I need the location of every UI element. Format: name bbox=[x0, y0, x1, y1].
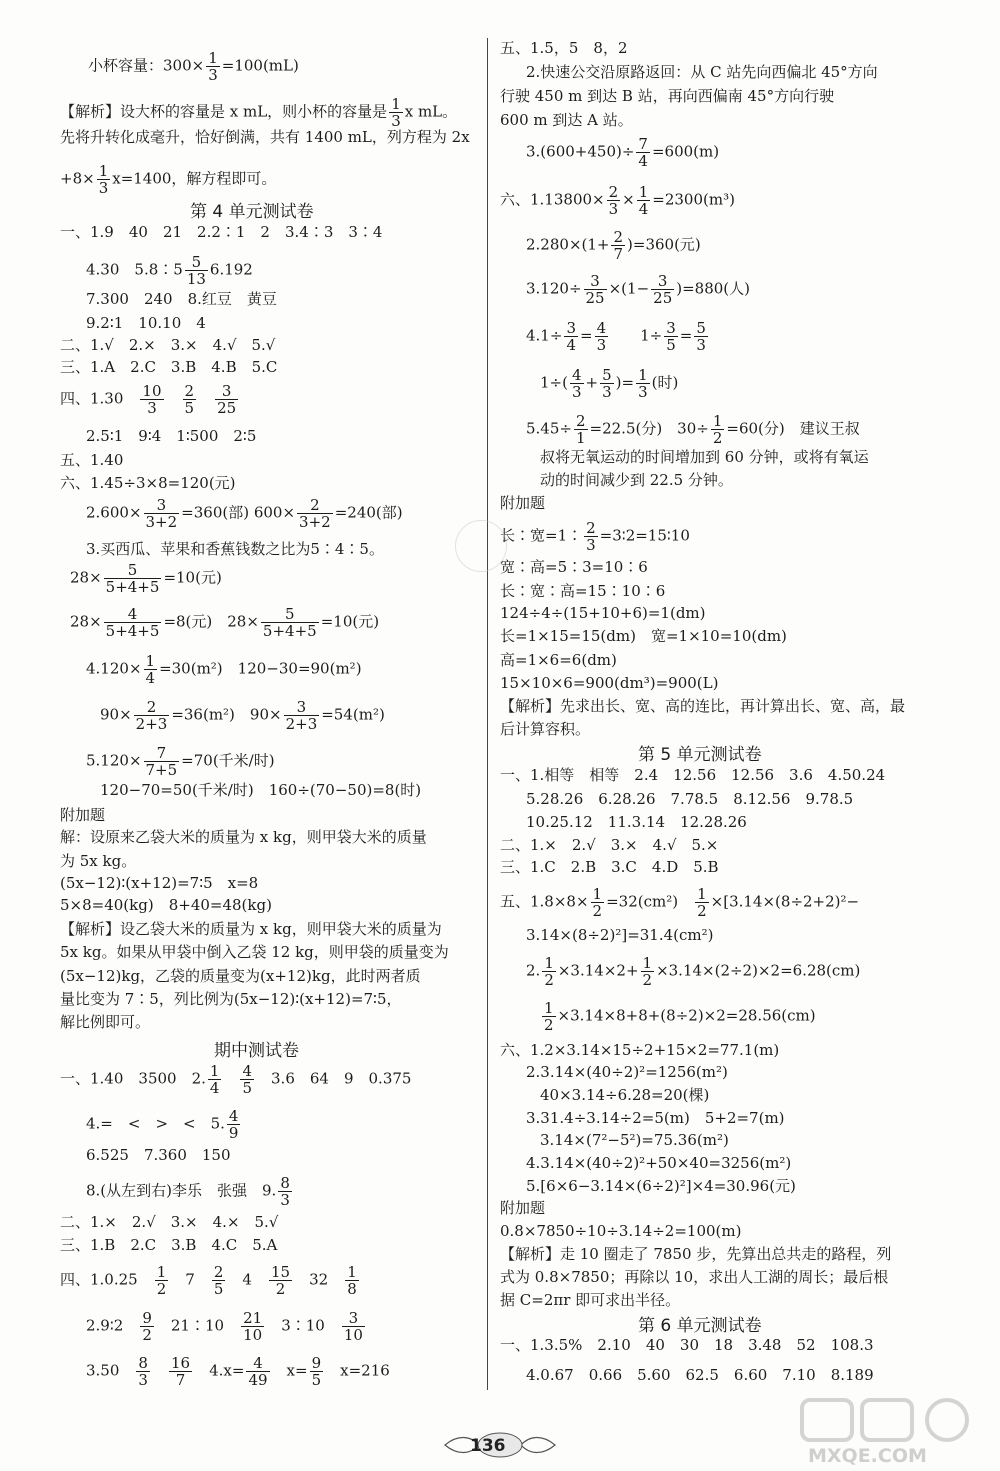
answer-line: 5×8=40(kg) 8+40=48(kg) bbox=[60, 896, 272, 914]
answer-line: $\frac{1}{2}$ ×3.14×8+8+(8÷2)×2=28.56(cm) bbox=[544, 999, 816, 1034]
answer-line: 三、1.B 2.C 3.B 4.C 5.A bbox=[60, 1236, 278, 1254]
answer-line: 二、1.√ 2.× 3.× 4.√ 5.√ bbox=[60, 336, 276, 354]
answer-line: 5.120× $\frac{7}{7+5}$ =70(千米/时) bbox=[86, 744, 275, 779]
answer-line: 动的时间减少到 22.5 分钟。 bbox=[540, 471, 733, 489]
answer-line: 28× $\frac{5}{5+4+5}$ =10(元) bbox=[70, 561, 222, 596]
answer-line: 解：设原来乙袋大米的质量为 x kg，则甲袋大米的质量 bbox=[60, 828, 427, 846]
watermark-text: MXQE.COM bbox=[808, 1445, 927, 1467]
answer-line: 3.50 $\frac{8}{3}$ $\frac{16}{7}$ 4.x= $\frac{4}{49}$ x= $\frac{9}{5}$ x=216 bbox=[86, 1354, 390, 1389]
answer-line: 五、1.8×8× $\frac{1}{2}$ =32(cm²) $\frac{1}{2}$ ×[3.14×(8÷2+2)²− bbox=[500, 885, 860, 920]
page-number: 136 bbox=[470, 1436, 506, 1456]
answer-line: 5.28.26 6.28.26 7.78.5 8.12.56 9.78.5 bbox=[526, 790, 854, 808]
answer-line: 六、1.45÷3×8=120(元) bbox=[60, 474, 236, 492]
answer-line: 为 5x kg。 bbox=[60, 852, 137, 870]
midterm-title: 期中测试卷 bbox=[214, 1041, 299, 1061]
answer-line: 9.2∶1 10.10 4 bbox=[86, 314, 206, 332]
answer-line: 4.0.67 0.66 5.60 62.5 6.60 7.10 8.189 bbox=[526, 1366, 874, 1384]
answer-line: 8.(从左到右)李乐 张强 9. $\frac{8}{3}$ bbox=[86, 1174, 290, 1209]
answer-line: 叔将无氧运动的时间增加到 60 分钟，或将有氧运 bbox=[540, 448, 869, 466]
answer-line: 120−70=50(千米/时) 160÷(70−50)=8(时) bbox=[100, 781, 422, 799]
answer-line: 五、1.5，5 8，2 bbox=[500, 39, 628, 57]
stamp-icon bbox=[455, 520, 507, 572]
answer-line: 3.(600+450)÷ $\frac{7}{4}$ =600(m) bbox=[526, 135, 720, 170]
answer-line: 15×10×6=900(dm³)=900(L) bbox=[500, 674, 719, 692]
answer-line: 1÷( $\frac{4}{3}$ + $\frac{5}{3}$ )= $\frac{1}{3}$ (时) bbox=[540, 366, 679, 401]
answer-line: 长=1×15=15(dm) 宽=1×10=10(dm) bbox=[500, 627, 787, 645]
answer-line: 3.120÷ $\frac{3}{25}$ ×(1− $\frac{3}{25}$ )=880(人) bbox=[526, 272, 751, 307]
answer-line: 90× $\frac{2}{2+3}$ =36(m²) 90× $\frac{3}{2+3}$ =54(m²) bbox=[100, 698, 385, 733]
answer-line: 4.3.14×(40÷2)²+50×40=3256(m²) bbox=[526, 1154, 792, 1172]
analysis-line: 后计算容积。 bbox=[500, 720, 591, 738]
analysis-line: 【解析】设乙袋大米的质量为 x kg，则甲袋大米的质量为 bbox=[60, 920, 442, 938]
answer-line: 4.1÷ $\frac{3}{4}$ = $\frac{4}{3}$ 1÷ $\frac{3}{5}$ = $\frac{5}{3}$ bbox=[526, 319, 706, 354]
analysis-line: 5x kg。如果从甲袋中倒入乙袋 12 kg，则甲袋的质量变为 bbox=[60, 943, 449, 961]
answer-line: 行驶 450 m 到达 B 站，再向西偏南 45°方向行驶 bbox=[500, 87, 835, 105]
answer-line: 2.5∶1 9∶4 1∶500 2∶5 bbox=[86, 427, 257, 445]
analysis-line: 量比变为 7∶5，列比例为(5x−12)∶(x+12)=7∶5， bbox=[60, 990, 402, 1008]
answer-line: 6.525 7.360 150 bbox=[86, 1146, 231, 1164]
answer-line: 3.14×(7²−5²)=75.36(m²) bbox=[540, 1131, 729, 1149]
answer-line: 40×3.14÷6.28=20(棵) bbox=[540, 1086, 710, 1104]
answer-line: 高=1×6=6(dm) bbox=[500, 651, 617, 669]
column-divider bbox=[487, 38, 488, 1390]
unit-5-title: 第 5 单元测试卷 bbox=[638, 745, 762, 765]
answer-line: 4.30 5.8∶5 $\frac{5}{13}$ 6.192 bbox=[86, 253, 253, 288]
answer-line: 三、1.C 2.B 3.C 4.D 5.B bbox=[500, 858, 719, 876]
answer-line: 2.600× $\frac{3}{3+2}$ =360(部) 600× $\frac{2}{3+2}$ =240(部) bbox=[86, 496, 403, 531]
answer-line: 0.8×7850÷10÷3.14÷2=100(m) bbox=[500, 1222, 742, 1240]
answer-line: 5.45÷ $\frac{2}{1}$ =22.5(分) 30÷ $\frac{1}{2}$ =60(分) 建议王叔 bbox=[526, 412, 860, 447]
analysis-line: 【解析】先求出长、宽、高的连比，再计算出长、宽、高，最 bbox=[500, 697, 906, 715]
bonus-heading: 附加题 bbox=[500, 494, 546, 512]
answer-line: 二、1.× 2.√ 3.× 4.√ 5.× bbox=[500, 836, 719, 854]
answer-line: 长∶宽=1∶ $\frac{2}{3}$ =3∶2=15∶10 bbox=[500, 519, 690, 554]
answer-line: 4.120× $\frac{1}{4}$ =30(m²) 120−30=90(m²) bbox=[86, 652, 362, 687]
answer-line: 长∶宽∶高=15∶10∶6 bbox=[500, 582, 666, 600]
answer-line: 三、1.A 2.C 3.B 4.B 5.C bbox=[60, 358, 278, 376]
answer-line: 3.14×(8÷2)²]=31.4(cm²) bbox=[526, 926, 714, 944]
analysis-line: 式为 0.8×7850；再除以 10，求出人工湖的周长；最后根 bbox=[500, 1268, 889, 1286]
analysis-line: 先将升转化成毫升，恰好倒满，共有 1400 mL，列方程为 2x bbox=[60, 128, 470, 146]
answer-line: 2.3.14×(40÷2)²=1256(m²) bbox=[526, 1063, 728, 1081]
unit-4-title: 第 4 单元测试卷 bbox=[190, 202, 314, 222]
answer-line: 宽∶高=5∶3=10∶6 bbox=[500, 558, 648, 576]
answer-line: 一、1.3.5% 2.10 40 30 18 3.48 52 108.3 bbox=[500, 1336, 874, 1354]
answer-line: 3.31.4÷3.14÷2=5(m) 5+2=7(m) bbox=[526, 1109, 785, 1127]
answer-line: 四、1.0.25 $\frac{1}{2}$ 7 $\frac{2}{5}$ 4 $\frac{15}{2}$ 32 $\frac{1}{8}$ bbox=[60, 1263, 357, 1298]
answer-line: 7.300 240 8.红豆 黄豆 bbox=[86, 290, 277, 308]
answer-line: 3.买西瓜、苹果和香蕉钱数之比为5∶4∶5。 bbox=[86, 540, 384, 558]
answer-line: 10.25.12 11.3.14 12.28.26 bbox=[526, 813, 747, 831]
answer-line: 五、1.40 bbox=[60, 451, 124, 469]
analysis-line: 据 C=2πr 即可求出半径。 bbox=[500, 1291, 681, 1309]
answer-line: 二、1.× 2.√ 3.× 4.× 5.√ bbox=[60, 1213, 279, 1231]
answer-line: 4.= < > < 5. $\frac{4}{9}$ bbox=[86, 1107, 239, 1142]
answer-line: 28× $\frac{4}{5+4+5}$ =8(元) 28× $\frac{5}{5+4+5}$ =10(元) bbox=[70, 605, 380, 640]
analysis-line: (5x−12)kg，乙袋的质量变为(x+12)kg，此时两者质 bbox=[60, 967, 421, 985]
bonus-heading: 附加题 bbox=[60, 806, 106, 824]
bonus-heading: 附加题 bbox=[500, 1199, 546, 1217]
unit-6-title: 第 6 单元测试卷 bbox=[638, 1316, 762, 1336]
answer-line: 124÷4÷(15+10+6)=1(dm) bbox=[500, 604, 706, 622]
answer-line: 小杯容量：300× $\frac{1}{3}$ =100(mL) bbox=[88, 49, 299, 84]
answer-line: 一、1.9 40 21 2.2∶1 2 3.4∶3 3∶4 bbox=[60, 223, 383, 241]
analysis-line: 解比例即可。 bbox=[60, 1013, 151, 1031]
answer-line: 2.快速公交沿原路返回：从 C 站先向西偏北 45°方向 bbox=[526, 63, 878, 81]
answer-line: 2.280×(1+ $\frac{2}{7}$ )=360(元) bbox=[526, 228, 701, 263]
analysis-line: +8× $\frac{1}{3}$ x=1400，解方程即可。 bbox=[60, 162, 277, 197]
answer-line: 2.9∶2 $\frac{9}{2}$ 21∶10 $\frac{21}{10}$ 3∶10 $\frac{3}{10}$ bbox=[86, 1309, 363, 1344]
answer-line: 一、1.相等 相等 2.4 12.56 12.56 3.6 4.50.24 bbox=[500, 766, 886, 784]
answer-line: 600 m 到达 A 站。 bbox=[500, 111, 633, 129]
analysis-line: 【解析】设大杯的容量是 x mL，则小杯的容量是 $\frac{1}{3}$ x mL。 bbox=[60, 95, 458, 130]
answer-line: 六、1.2×3.14×15÷2+15×2=77.1(m) bbox=[500, 1041, 780, 1059]
answer-line: 四、1.30 $\frac{10}{3}$ $\frac{2}{5}$ $\frac{3}{25}$ bbox=[60, 382, 237, 417]
analysis-line: 【解析】走 10 圈走了 7850 步，先算出总共走的路程，列 bbox=[500, 1245, 892, 1263]
answer-line: 六、1.13800× $\frac{2}{3}$ × $\frac{1}{4}$ =2300(m³) bbox=[500, 183, 735, 218]
answer-line: 2. $\frac{1}{2}$ ×3.14×2+ $\frac{1}{2}$ ×3.14×(2÷2)×2=6.28(cm) bbox=[526, 954, 861, 989]
answer-line: 5.[6×6−3.14×(6÷2)²]×4=30.96(元) bbox=[526, 1177, 796, 1195]
answer-line: 一、1.40 3500 2. $\frac{1}{4}$ $\frac{4}{5}$ 3.6 64 9 0.375 bbox=[60, 1062, 412, 1097]
answer-line: (5x−12)∶(x+12)=7∶5 x=8 bbox=[60, 874, 259, 892]
